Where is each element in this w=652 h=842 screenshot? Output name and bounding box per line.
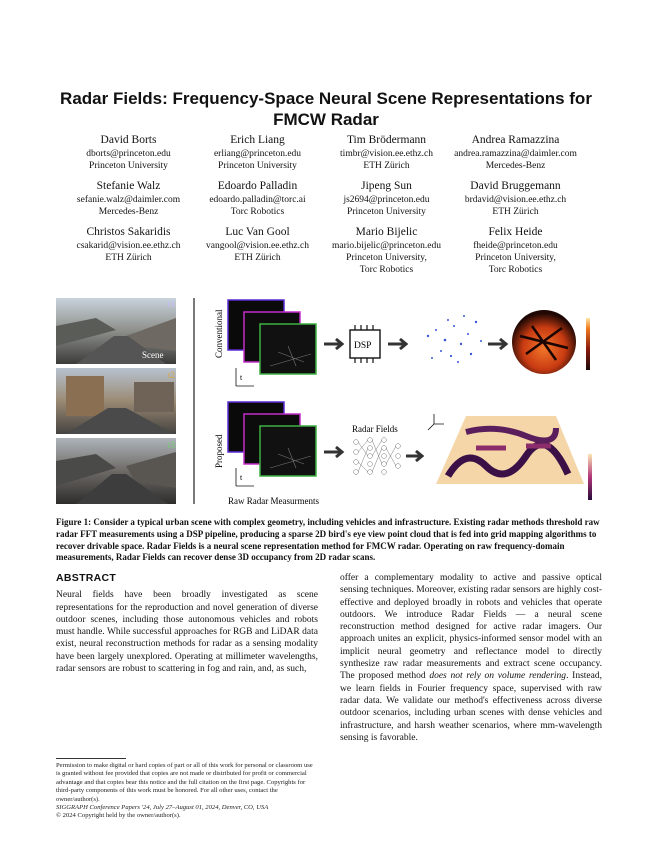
author-name: David Borts	[100, 134, 157, 146]
author	[64, 133, 193, 172]
author-affiliation: Princeton University	[89, 161, 168, 171]
abstract-text-right-b: . Instead, we learn fields in Fourier frequency space, supervised with raw radar data. We validate our method's effectiveness across diverse outdoor scenarios, including urban scenes with dense vehicles and infrastructure, and harsh weather scenarios, where mm-wavelength sensing is favorable.	[340, 671, 602, 743]
author-affiliation-2: Torc Robotics	[359, 265, 414, 275]
author	[193, 179, 322, 218]
time-axis-label: t	[240, 373, 243, 382]
author-affiliation-2: Torc Robotics	[488, 265, 543, 275]
author-name: Stefanie Walz	[96, 180, 161, 192]
author-name: Jipeng Sun	[361, 180, 412, 192]
author	[451, 133, 580, 172]
axes-3d-icon	[428, 414, 444, 430]
author-name: Christos Sakaridis	[86, 226, 171, 238]
neural-network-icon	[354, 438, 401, 475]
title-line-2: FMCW Radar	[273, 110, 379, 129]
copyright-line: © 2024 Copyright held by the owner/author(s).	[56, 812, 181, 820]
footnote-rule	[56, 758, 126, 759]
author-email: timbr@vision.ee.ethz.ch	[340, 149, 433, 159]
colorbar-conventional	[586, 318, 590, 370]
author-name: David Bruggemann	[470, 180, 561, 192]
author	[64, 179, 193, 218]
author-name: Mario Bijelic	[355, 226, 418, 238]
abstract-right-column	[340, 572, 602, 744]
dsp-label: DSP	[354, 341, 372, 351]
author	[193, 225, 322, 276]
author-affiliation: Princeton University,	[475, 253, 556, 263]
author-email: mario.bijelic@princeton.edu	[332, 241, 441, 251]
author-name: Erich Liang	[230, 134, 285, 146]
arrow-to-pointcloud	[388, 339, 406, 349]
abstract-left-column	[56, 572, 318, 675]
author-name: Edoardo Palladin	[217, 180, 298, 192]
author	[322, 179, 451, 218]
abstract-italic-phrase: does not rely on volume rendering	[429, 671, 567, 682]
author-affiliation: Princeton University	[347, 207, 426, 217]
author-row	[64, 225, 620, 276]
author	[64, 225, 193, 276]
author-name: Felix Heide	[488, 226, 543, 238]
occupancy-3d-proposed	[436, 416, 584, 484]
author-email: edoardo.palladin@torc.ai	[209, 195, 306, 205]
arrow-to-network	[324, 447, 342, 457]
author-email: csakarid@vision.ee.ethz.ch	[76, 241, 181, 251]
title-line-1: Radar Fields: Frequency-Space Neural Scene Representations for	[60, 89, 592, 108]
author	[451, 179, 580, 218]
abstract-paragraph-left: Neural fields have been broadly investigated as scene representations for the reproduction and novel generation of diverse outdoor scenes, including those autonomous vehicles and robots must handle. While successful approaches for RGB and LiDAR data exist, neural reconstruction methods for radar as a sensing modality have been largely unexplored. Operating at millimeter wavelengths, radar sensors are robust to scattering in fog and rain, and, as such,	[56, 590, 318, 675]
author-email: fheide@princeton.edu	[473, 241, 558, 251]
author-name: Tim Brödermann	[346, 134, 427, 146]
author-row	[64, 179, 620, 218]
author-email: js2694@princeton.edu	[343, 195, 430, 205]
author-block	[64, 133, 620, 283]
time-axis-label-proposed: t	[240, 473, 243, 482]
permission-notice: Permission to make digital or hard copies of part or all of this work for personal or classroom use is granted without fee provided that copies are not made or distributed for profit or commercial advantage and that copies bear this notice and the full citation on the first page. Copyrights for third-party components of this work must be honored. For all other uses, contact the owner/author(s).	[56, 762, 313, 803]
time-label-t3: t3	[168, 440, 176, 450]
paper-title	[40, 88, 612, 130]
conference-info: SIGGRAPH Conference Papers '24, July 27–August 01, 2024, Denver, CO, USA	[56, 804, 269, 812]
arrow-to-occupancy	[488, 339, 506, 349]
figure-caption: Figure 1: Consider a typical urban scene with complex geometry, including vehicles and infrastructure. Existing radar methods threshold raw radar FFT measurements using a DSP pipeline, producing a sparse 2D bird's eye view point cloud that is fed into grid mapping algorithms to recover drivable space. Radar Fields is a neural scene representation method for FMCW radar. Operating on raw frequency-domain measurements, Radar Fields can recover dense 3D occupancy from 2D radar scans.	[56, 517, 600, 563]
colorbar-proposed	[588, 454, 592, 500]
author-affiliation: Torc Robotics	[230, 207, 285, 217]
author-name: Andrea Ramazzina	[471, 134, 560, 146]
author-affiliation: ETH Zürich	[234, 253, 281, 263]
author	[451, 225, 580, 276]
author-email: vangool@vision.ee.ethz.ch	[206, 241, 309, 251]
time-label-t1: t1	[168, 299, 176, 309]
scene-photo-t3	[56, 438, 176, 504]
conventional-label: Conventional	[214, 309, 224, 358]
author-affiliation: Princeton University	[218, 161, 297, 171]
author-affiliation: Mercedes-Benz	[98, 207, 159, 217]
copyright-footnote	[56, 762, 318, 821]
arrow-to-dsp	[324, 339, 342, 349]
author	[322, 133, 451, 172]
author-email: dborts@princeton.edu	[86, 149, 171, 159]
author-affiliation: Princeton University,	[346, 253, 427, 263]
author-affiliation: Mercedes-Benz	[485, 161, 546, 171]
radar-stack-proposed	[228, 402, 316, 476]
author-row	[64, 133, 620, 172]
author-affiliation: ETH Zürich	[105, 253, 152, 263]
radar-fields-label: Radar Fields	[352, 424, 398, 434]
author-affiliation: ETH Zürich	[363, 161, 410, 171]
author-name: Luc Van Gool	[225, 226, 290, 238]
abstract-text-right-a: offer a complementary modality to active and passive optical sensing techniques. Moreover, existing radar sensors are highly cost-effective and deployed broadly in robots and vehicles that operate outdoors. We introduce Radar Fields — a neural scene reconstruction method designed for active radar imagers. Our approach unites an explicit, physics-informed sensor model with an implicit neural geometry and reflectance model to directly synthesize raw radar measurements and extract scene occupancy. The proposed method	[340, 573, 602, 682]
occupancy-map-conventional	[512, 310, 576, 374]
time-label-t2: t2	[168, 370, 176, 380]
author-email: brdavid@vision.ee.ethz.ch	[464, 195, 567, 205]
author	[322, 225, 451, 276]
author-email: andrea.ramazzina@daimler.com	[454, 149, 577, 159]
raw-radar-label: Raw Radar Measurments	[228, 496, 319, 506]
author-affiliation: ETH Zürich	[492, 207, 539, 217]
author-email: erliang@princeton.edu	[213, 149, 302, 159]
author	[193, 133, 322, 172]
teaser-figure	[56, 296, 604, 508]
scene-label: Scene	[142, 350, 164, 360]
author-email: sefanie.walz@daimler.com	[76, 195, 181, 205]
arrow-to-3d-occupancy	[406, 451, 422, 461]
radar-stack-conventional	[228, 300, 316, 374]
section-heading-abstract: ABSTRACT	[56, 572, 117, 584]
pointcloud-bev	[427, 315, 482, 363]
scene-photo-t2	[56, 368, 176, 434]
proposed-label: Proposed	[214, 434, 224, 468]
